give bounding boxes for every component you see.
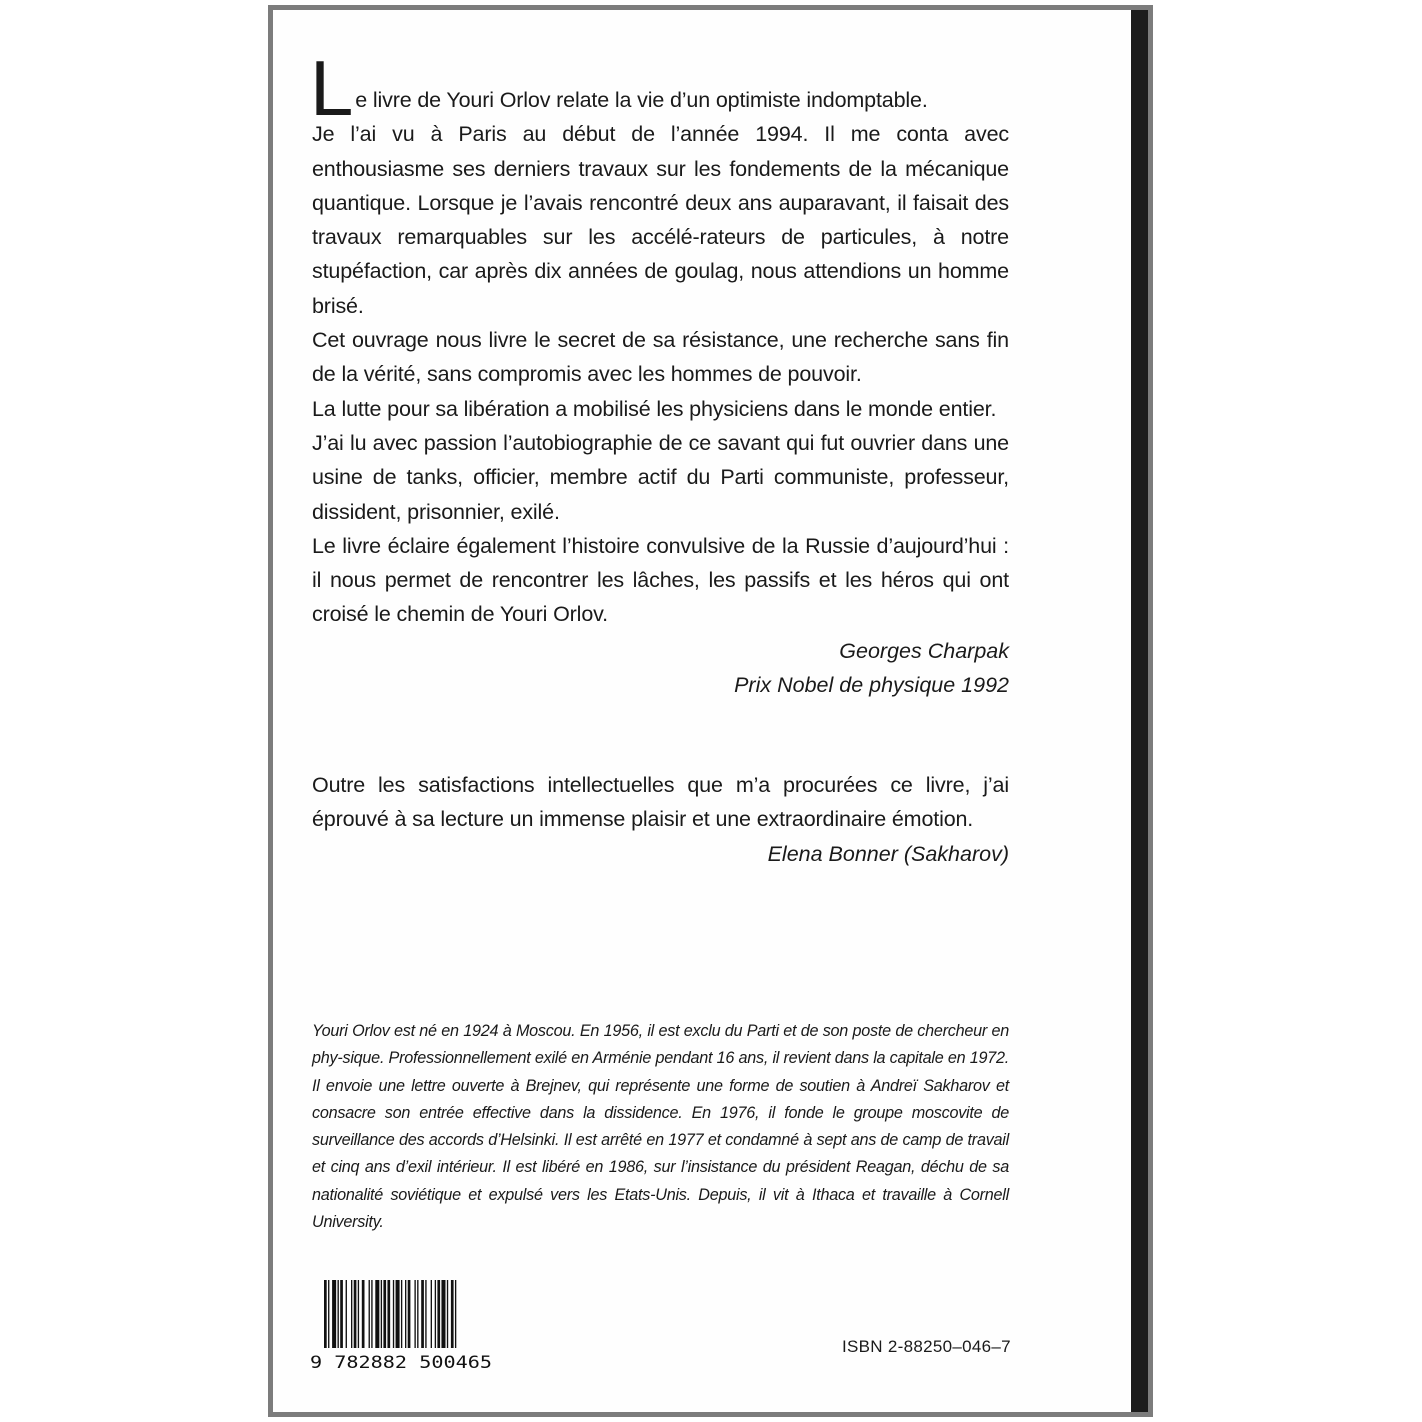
paragraph: La lutte pour sa libération a mobilisé les physiciens dans le monde entier. <box>312 396 997 421</box>
bonner-quote <box>312 768 1009 871</box>
author-biography: Youri Orlov est né en 1924 à Moscou. En 1956, il est exclu du Parti et de son poste de chercheur en phy-sique. Professionnellement exilé en Arménie pendant 16 ans, il revient dans la capitale en 1972. Il envoie une lettre ouverte à Brejnev, qui représente une forme de soutien à Andreï Sakharov et consacre son entrée effective dans la dissidence. En 1976, il fonde le groupe moscovite de surveillance des accords d’Helsinki. Il est arrêté en 1977 et condamné à sept ans de camp de travail et cinq ans d’exil intérieur. Il est libéré en 1986, sur l’insistance du président Reagan, déchu de sa nationalité soviétique et expulsé vers les Etats-Unis. Depuis, il vit à Ithaca et travaille à Cornell University. <box>312 1022 1009 1232</box>
barcode <box>310 1280 498 1370</box>
quote-first-paragraph <box>310 44 1009 132</box>
paragraph: Cet ouvrage nous livre le secret de sa résistance, une recherche sans fin de la vérité, sans compromis avec les hommes de pouvoir. <box>312 328 1009 387</box>
charpak-signature <box>312 634 1009 703</box>
paragraph: Le livre éclaire également l’histoire convulsive de la Russie d’aujourd’hui : il nous permet de rencontrer les lâches, les passifs et les héros qui ont croisé le chemin de Youri Orlov. <box>312 533 1009 627</box>
bonner-signature: Elena Bonner (Sakharov) <box>767 841 1009 866</box>
signature-name: Georges Charpak <box>839 638 1009 663</box>
barcode-digits: 9 782882 500465 <box>310 1353 492 1370</box>
first-line: e livre de Youri Orlov relate la vie d’un optimiste indomptable. <box>355 88 928 112</box>
drop-cap: L <box>310 44 354 132</box>
paragraph: Je l’ai vu à Paris au début de l’année 1994. Il me conta avec enthousiasme ses derniers travaux sur les fondements de la mécanique quantique. Lorsque je l’avais rencontré deux ans auparavant, il faisait des travaux remarquables sur les accélé-rateurs de particules, à notre stupéfaction, car après dix années de goulag, nous attendions un homme brisé. <box>312 122 1009 318</box>
signature-title: Prix Nobel de physique 1992 <box>734 673 1009 698</box>
paragraph: J’ai lu avec passion l’autobiographie de ce savant qui fut ouvrier dans une usine de tanks, officier, membre actif du Parti communiste, professeur, dissident, prisonnier, exilé. <box>312 430 1009 524</box>
charpak-quote <box>310 44 1009 702</box>
spine-shadow <box>1131 10 1148 1412</box>
bonner-text: Outre les satisfactions intellectuelles que m’a procurées ce livre, j’ai éprouvé à sa lecture un immense plaisir et une extraordinaire émotion. <box>312 773 1009 832</box>
isbn-label: ISBN 2-88250–046–7 <box>842 1337 1011 1356</box>
